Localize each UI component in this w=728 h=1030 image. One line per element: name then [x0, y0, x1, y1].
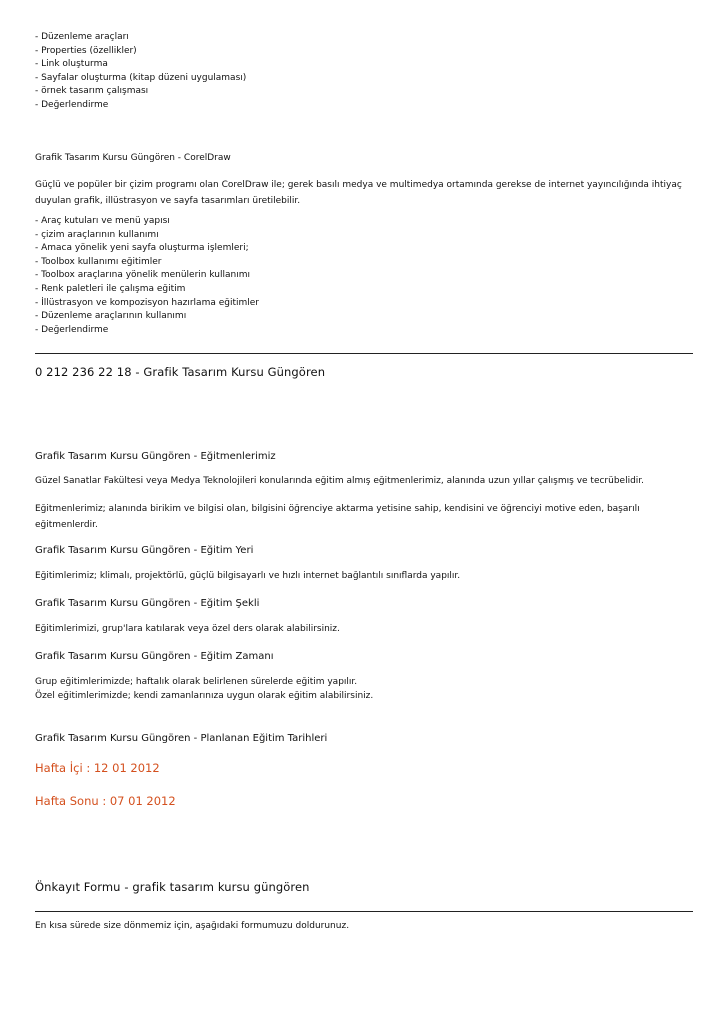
instructors-paragraph: Güzel Sanatlar Fakültesi veya Medya Teknolojileri konularında eğitim almış eğitmenlerimiz, alanında uzun yıllar çalışmış ve tecrübelidir.	[35, 476, 645, 486]
list-item: - Araç kutuları ve menü yapısı	[35, 216, 170, 226]
section-divider	[35, 353, 693, 354]
time-text	[35, 676, 373, 703]
time-line: Özel eğitimlerimizde; kendi zamanlarınıza uygun olarak eğitim alabilirsiniz.	[35, 690, 374, 701]
list-item: - Değerlendirme	[35, 99, 109, 110]
contact-heading: 0 212 236 22 18 - Grafik Tasarım Kursu Güngören	[35, 365, 326, 379]
coreldraw-intro: Güçlü ve popüler bir çizim programı olan CorelDraw ile; gerek basılı medya ve multimedya ortamında gerekse de internet yayıncılığında ihtiyaç duyulan grafik, illüstrasyon ve sayfa tasarımları üretilebilir.	[35, 180, 682, 206]
list-item: - Değerlendirme	[35, 324, 109, 335]
list-item: - Properties (özellikler)	[35, 45, 137, 56]
place-title: Grafik Tasarım Kursu Güngören - Eğitim Yeri	[35, 545, 254, 556]
instructors-title: Grafik Tasarım Kursu Güngören - Eğitmenlerimiz	[35, 451, 276, 462]
format-title: Grafik Tasarım Kursu Güngören - Eğitim Şekli	[35, 598, 260, 609]
coreldraw-topics-list	[35, 215, 259, 337]
list-item: - çizim araçlarının kullanımı	[35, 229, 159, 240]
form-text: En kısa sürede size dönmemiz için, aşağıdaki formumuzu doldurunuz.	[35, 921, 350, 931]
list-item: - Amaca yönelik yeni sayfa oluşturma işlemleri;	[35, 243, 249, 254]
coreldraw-title: Grafik Tasarım Kursu Güngören - CorelDraw	[35, 153, 231, 163]
topics-list-top	[35, 31, 246, 113]
form-title: Önkayıt Formu - grafik tasarım kursu güngören	[35, 880, 310, 894]
format-text: Eğitimlerimizi, grup'lara katılarak veya özel ders olarak alabilirsiniz.	[35, 624, 340, 634]
time-title: Grafik Tasarım Kursu Güngören - Eğitim Zamanı	[35, 651, 274, 662]
list-item: - Link oluşturma	[35, 59, 108, 70]
list-item: - Düzenleme araçlarının kullanımı	[35, 311, 187, 322]
weekend-date: Hafta Sonu : 07 01 2012	[35, 794, 176, 808]
instructors-paragraph: Eğitmenlerimiz; alanında birikim ve bilgisi olan, bilgisini öğrenciye aktarma yetisine sahip, kendisini ve öğrenciyi motive eden, başarılı eğitmenlerdir.	[35, 504, 640, 530]
time-line: Grup eğitimlerimizde; haftalık olarak belirlenen sürelerde eğitim yapılır.	[35, 677, 358, 687]
list-item: - Düzenleme araçları	[35, 32, 129, 42]
list-item: - örnek tasarım çalışması	[35, 86, 149, 97]
list-item: - Renk paletleri ile çalışma eğitim	[35, 283, 186, 294]
list-item: - İllüstrasyon ve kompozisyon hazırlama eğitimler	[35, 297, 259, 308]
dates-title: Grafik Tasarım Kursu Güngören - Planlanan Eğitim Tarihleri	[35, 733, 328, 744]
weekday-date: Hafta İçi : 12 01 2012	[35, 761, 160, 775]
list-item: - Toolbox araçlarına yönelik menülerin kullanımı	[35, 270, 250, 281]
section-divider	[35, 911, 693, 912]
list-item: - Toolbox kullanımı eğitimler	[35, 256, 162, 267]
place-text: Eğitimlerimiz; klimalı, projektörlü, güçlü bilgisayarlı ve hızlı internet bağlantılı sınıflarda yapılır.	[35, 571, 461, 581]
list-item: - Sayfalar oluşturma (kitap düzeni uygulaması)	[35, 72, 247, 83]
